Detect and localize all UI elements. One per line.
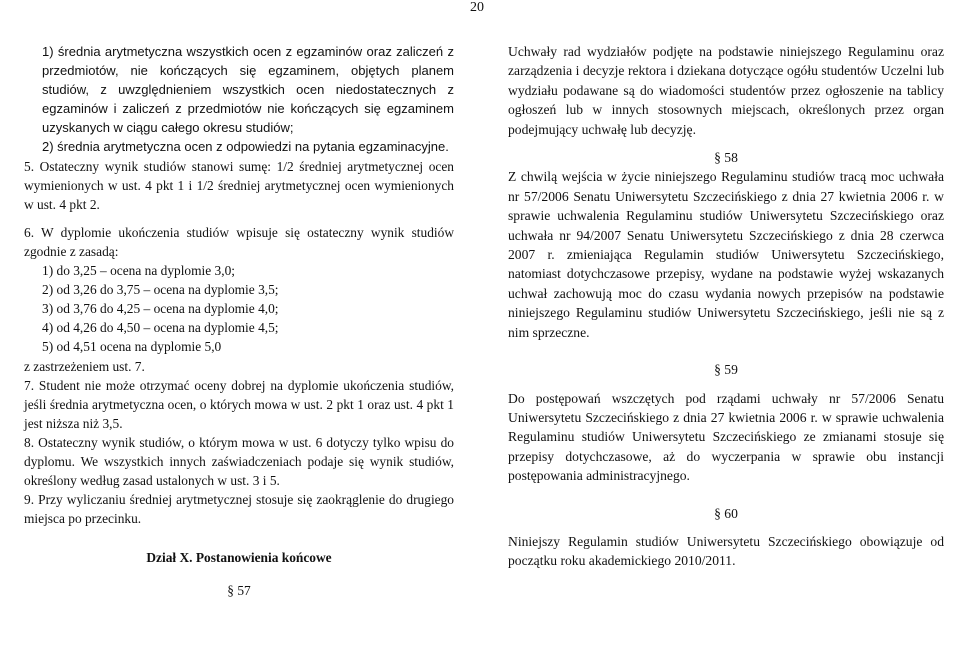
- section-57-heading: § 57: [227, 583, 251, 599]
- section-59-heading: § 59: [714, 362, 738, 378]
- grade-rule-4: 4) od 4,26 do 4,50 – ocena na dyplomie 4,5;: [42, 320, 279, 336]
- list-item-2: 2) średnia arytmetyczna ocen z odpowiedzi na pytania egzaminacyjne.: [42, 139, 449, 155]
- section-58-heading: § 58: [714, 150, 738, 166]
- spacer: [508, 523, 944, 532]
- paragraph-9: 9. Przy wyliczaniu średniej arytmetycznej stosuje się zaokrąglenie do drugiego miejsca po przecinku.: [24, 492, 454, 527]
- left-column: [24, 42, 454, 601]
- grade-rule-5: 5) od 4,51 ocena na dyplomie 5,0: [42, 339, 222, 355]
- section-58-text: Z chwilą wejścia w życie niniejszego Regulaminu studiów tracą moc uchwała nr 57/2006 Senatu Uniwersytetu Szczecińskiego z dnia 27 kwietnia 2006 r. w sprawie uchwalenia Regulaminu studiów Uniwersytetu Szczecińskiego oraz uchwała nr 94/2007 Senatu Uniwersytetu Szczecińskiego z dnia 28 czerwca 2007 r. zmieniająca Regulamin studiów Uniwersytetu Szczecińskiego, natomiast dotychczasowe przepisy, wydane na podstawie wyżej wskazanych uchwał zachowują moc do czasu wydania nowych przepisów na podstawie niniejszego Regulaminu studiów Uniwersytetu Szczecińskiego, jeśli nie są z nim sprzeczne.: [508, 169, 944, 340]
- grade-rule-3: 3) od 3,76 do 4,25 – ocena na dyplomie 4,0;: [42, 301, 279, 317]
- paragraph-5: 5. Ostateczny wynik studiów stanowi sumę: 1/2 średniej arytmetycznej ocen wymienionych w ust. 4 pkt 1 i 1/2 średniej arytmetycznej ocen wymienionych w ust. 4 pkt 2.: [24, 158, 454, 212]
- section-57-text: Uchwały rad wydziałów podjęte na podstawie niniejszego Regulaminu oraz zarządzenia i decyzje rektora i dziekana dotyczące ogółu studentów Uczelni lub wydziału podawane są do wiadomości studentów przez ogłoszenie na tablicy ogłoszeń lub w innych stosownych miejscach, określonych przez organ podejmujący uchwałę lub decyzję.: [508, 44, 944, 137]
- right-column: [508, 42, 944, 571]
- section-60-heading: § 60: [714, 505, 738, 521]
- reservation-note: z zastrzeżeniem ust. 7.: [24, 358, 145, 374]
- chapter-heading: Dział X. Postanowienia końcowe: [146, 550, 332, 566]
- page-number: 20: [470, 0, 484, 15]
- grade-rule-2: 2) od 3,26 do 3,75 – ocena na dyplomie 3,5;: [42, 282, 279, 298]
- paragraph-8: 8. Ostateczny wynik studiów, o którym mowa w ust. 6 dotyczy tylko wpisu do dyplomu. We wszystkich innych zaświadczeniach podaje się wynik studiów, określony według zasad ustalonych w ust. 3 i 5.: [24, 434, 454, 489]
- paragraph-7: 7. Student nie może otrzymać oceny dobrej na dyplomie ukończenia studiów, jeśli średnia arytmetyczna ocen, o których mowa w ust. 2 pkt 1 oraz ust. 4 pkt 1 jest niższa niż 3,5.: [24, 377, 454, 431]
- spacer: [24, 214, 454, 223]
- section-59-text: Do postępowań wszczętych pod rządami uchwały nr 57/2006 Senatu Uniwersytetu Szczecińskiego z dnia 27 kwietnia 2006 r. w sprawie uchwalenia Regulaminu studiów Uniwersytetu Szczecińskiego ze zmianami stosuje się przepisy dotychczasowe, aż do wyczerpania w sprawie obu instancji postępowania administracyjnego.: [508, 390, 944, 484]
- spacer: [508, 486, 944, 504]
- section-60-text: Niniejszy Regulamin studiów Uniwersytetu Szczecińskiego obowiązuje od początku roku akademickiego 2010/2011.: [508, 533, 944, 569]
- spacer: [508, 342, 944, 360]
- paragraph-6: 6. W dyplomie ukończenia studiów wpisuje się ostateczny wynik studiów zgodnie z zasadą:: [24, 224, 454, 259]
- spacer: [508, 380, 944, 389]
- spacer: [508, 139, 944, 148]
- list-item-1: 1) średnia arytmetyczna wszystkich ocen z egzaminów oraz zaliczeń z przedmiotów, nie kończących się egzaminem, objętych planem studiów, z uwzględnieniem wszystkich ocen niedostatecznych z egzaminów i zaliczeń z przedmiotów nie kończących się egzaminem uzyskanych w ciągu całego okresu studiów;: [42, 44, 454, 136]
- grade-rule-1: 1) do 3,25 – ocena na dyplomie 3,0;: [42, 263, 236, 279]
